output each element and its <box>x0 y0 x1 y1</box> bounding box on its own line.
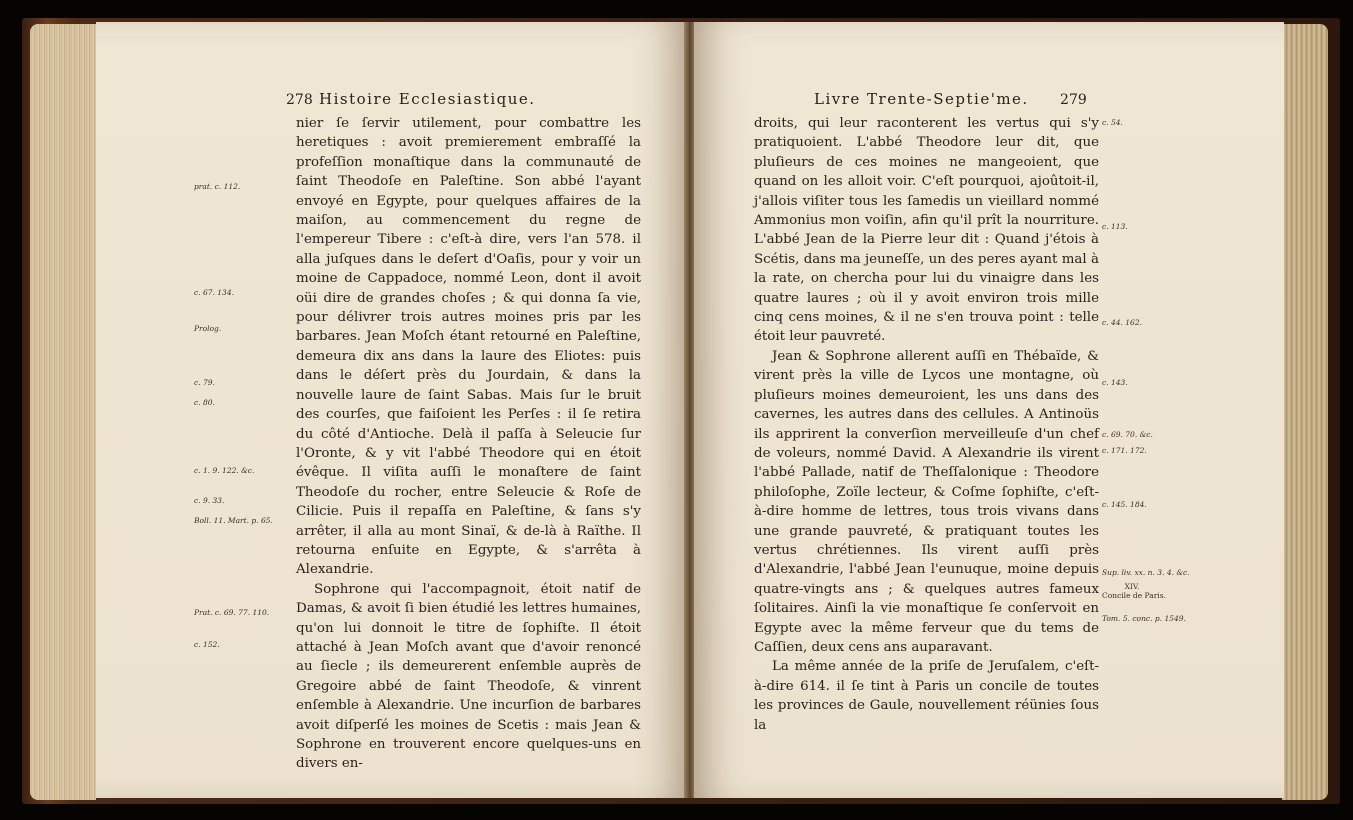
margin-note: c. 152. <box>194 640 220 649</box>
margin-note: c. 143. <box>1102 378 1128 387</box>
page-edges-left <box>30 24 96 800</box>
margin-note: c. 54. <box>1102 118 1123 127</box>
margin-note: Sup. liv. xx. n. 3. 4. &c. <box>1102 568 1190 577</box>
right-page-header <box>814 90 1087 108</box>
margin-note: c. 171. 172. <box>1102 446 1147 455</box>
margin-note: c. 9. 33. <box>194 496 225 505</box>
margin-note: c. 69. 70. &c. <box>1102 430 1153 439</box>
margin-note: c. 79. <box>194 378 215 387</box>
body-text <box>754 114 1099 735</box>
paragraph: La même année de la priſe de Jeruſalem, c'eſt-à-dire 614. il ſe tint à Paris un concile de toutes les provinces de Gaule, nouvellement réünies ſous la <box>754 659 1099 733</box>
page-number: 278 <box>286 92 313 108</box>
paragraph: droits, qui leur raconterent les vertus qui s'y pratiquoient. L'abbé Theodore leur dit, que pluſieurs de ces moines ne mangeoient, que quand on les alloit voir. C'eſt pourquoi, ajoûtoit-il, j'allois viſiter tous les ſamedis un vieillard nommé Ammonius mon voiſin, afin qu'il prît la nourriture. L'abbé Jean de la Pierre leur dit : Quand j'étois à Scétis, dans ma jeuneſſe, un des peres ayant mal à la rate, on chercha pour lui du vinaigre dans les quatre laures ; où il y avoit environ trois mille cinq cens moines, & il ne s'en trouva point : telle étoit leur pauvreté. <box>754 116 1099 345</box>
margin-note: c. 1. 9. 122. &c. <box>194 466 255 475</box>
left-page-header <box>286 90 536 108</box>
margin-note: Prolog. <box>194 324 222 333</box>
margin-note: Boll. 11. Mart. p. 65. <box>194 516 273 525</box>
margin-note: Prat. c. 69. 77. 110. <box>194 608 270 617</box>
body-text <box>296 114 641 774</box>
margin-note: c. 80. <box>194 398 215 407</box>
paragraph: Sophrone qui l'accompagnoit, étoit natif de Damas, & avoit ſi bien étudié les lettres humaines, qu'on lui donnoit le titre de ſophiſte. Il étoit attaché à Jean Moſch avant que d'avoir renoncé au ſiecle ; ils demeurerent enſemble auprès de Gregoire abbé de ſaint Theodoſe, & vinrent enſemble à Alexandrie. Une incurſion de barbares avoit diſperſé les moines de Scetis : mais Jean & Sophrone en trouverent encore quelques-uns en divers en- <box>296 581 641 772</box>
running-title: Histoire Ecclesiastique. <box>319 90 536 108</box>
section-note <box>1102 582 1166 600</box>
margin-note: c. 67. 134. <box>194 288 234 297</box>
margin-note: c. 145. 184. <box>1102 500 1147 509</box>
left-page <box>96 22 686 798</box>
page-edges-right <box>1282 24 1328 800</box>
page-number: 279 <box>1060 92 1087 108</box>
margin-note: c. 44. 162. <box>1102 318 1142 327</box>
paragraph: Jean & Sophrone allerent auſſi en Thébaïde, & virent près la ville de Lycos une montagne, où pluſieurs moines demeuroient, les uns dans des cavernes, les autres dans des cellules. A Antinoüs ils apprirent la converſion merveilleuſe d'un chef de voleurs, nommé David. A Alexandrie ils virent l'abbé Pallade, natif de Theſſalonique : Theodore philoſophe, Zoïle lecteur, & Coſme ſophiſte, c'eſt-à-dire homme de lettres, tous trois vivans dans une grande pauvreté, & pratiquant toutes les vertus chrétiennes. Ils virent auſſi près d'Alexandrie, l'abbé Jean l'eunuque, moine depuis quatre-vingts ans ; & quelques autres fameux ſolitaires. Ainſi la vie monaſtique ſe conſervoit en Egypte avec la même ferveur que du tems de Caſſien, deux cens ans auparavant. <box>754 348 1099 655</box>
paragraph: nier ſe ſervir utilement, pour combattre les heretiques : avoit premierement embraſſé la profeſſion monaſtique dans la communauté de ſaint Theodoſe en Paleſtine. Son abbé l'ayant envoyé en Egypte, pour quelques affaires de la maiſon, au commencement du regne de l'empereur Tibere : c'eſt-à dire, vers l'an 578. il alla juſques dans le deſert d'Oaſis, pour y voir un moine de Cappadoce, nommé Leon, dont il avoit oüi dire de grandes choſes ; & qui donna ſa vie, pour délivrer trois autres moines pris par les barbares. Jean Moſch étant retourné en Paleſtine, demeura dix ans dans la laure des Eliotes: puis dans le déſert près du Jourdain, & dans la nouvelle laure de ſaint Sabas. Mais ſur le bruit des courſes, que faiſoient les Perſes : il ſe retira du côté d'Antioche. Delà il paſſa à Seleucie ſur l'Oronte, & y vit l'abbé Theodore qui en étoit évêque. Il viſita auſſi le monaſtere de ſaint Theodoſe du rocher, entre Seleucie & Roſe de Cilicie. Puis il repaſſa en Paleſtine, & ſans s'y arrêter, il alla au mont Sinaï, & de-là à Raïthe. Il retourna enſuite en Egypte, & s'arrêta à Alexandrie. <box>296 116 641 578</box>
running-title: Livre Trente-Septie'me. <box>814 90 1029 108</box>
margin-note: prat. c. 112. <box>194 182 241 191</box>
section-label: Concile de Paris. <box>1102 591 1166 600</box>
margin-note: c. 113. <box>1102 222 1128 231</box>
right-page <box>694 22 1284 798</box>
section-number: XIV. <box>1124 582 1140 591</box>
margin-note: Tom. 5. conc. p. 1549. <box>1102 614 1186 623</box>
